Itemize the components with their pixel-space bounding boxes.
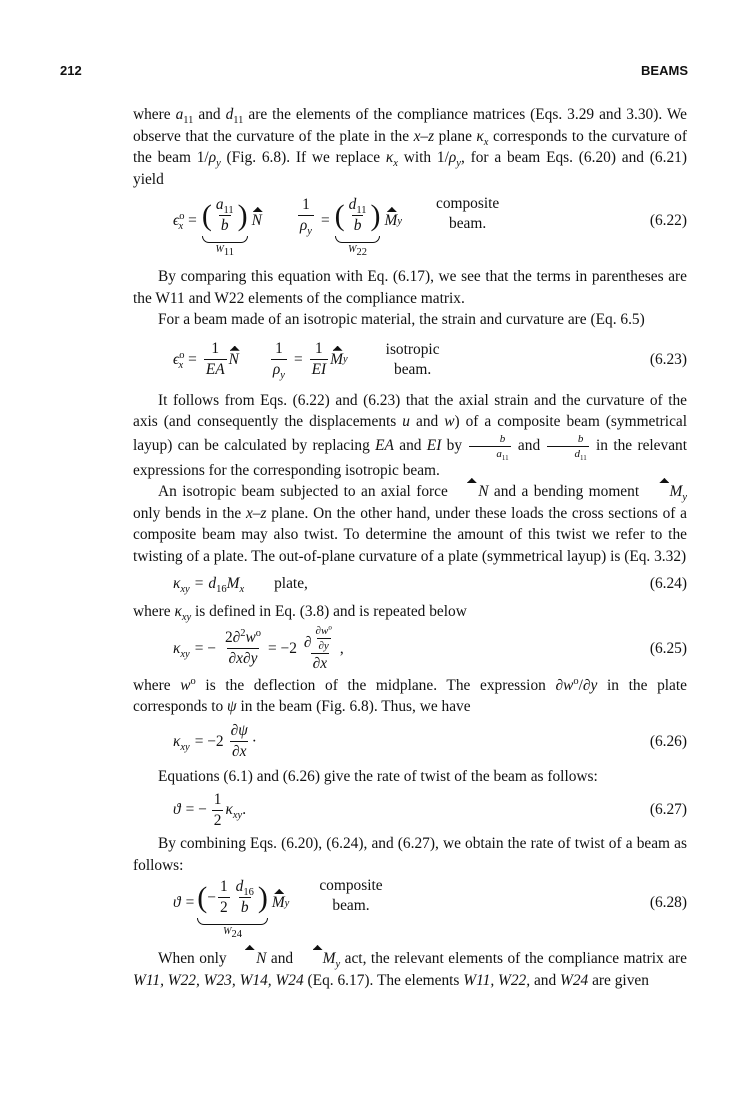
w22-brace: ( $\frac{d_{11}}{b}$ ) $W_{22}$ <box>334 196 381 258</box>
equation-number: (6.26) <box>649 732 687 750</box>
paragraph-4: It follows from Eqs. (6.22) and (6.23) that the axial strain and the curvature of the axis (and consequently the displacements u and w) of a composite beam (symmetrical layup) can be calculated by replacing EA and EI by $\frac{b}{a_{11}}$ and $\frac{b}{d_{11}}$ in the relevant expressions for the corresponding isotropic beam. <box>133 391 688 479</box>
paragraph-2: By comparing this equation with Eq. (6.17), we see that the terms in parentheses are the W11 and W22 elements of the compliance matrix. <box>133 268 687 307</box>
equation-number: (6.27) <box>649 801 687 819</box>
paragraph-10: When only N and $M_y$ act, the relevant elements of the compliance matrix are W11, W22, W23, W14, W24 (Eq. 6.17). The elements W11, W22, and W24 are given <box>133 950 688 989</box>
equation-6-26: $\kappa_{xy}$ = −2 $\frac{\partial\psi}{\partial x}$ · (6.26) <box>173 722 687 760</box>
equation-6-22: $\epsilon^o_x$ = ( $\frac{a_{11}}{b}$ ) $W_{11}$ N $\frac{1}{\rho_y}$ = ( $\frac{d_{11}}{b}$ ) $W_{22}$ M y composite beam. (6.22) <box>173 195 687 258</box>
paragraph-3: For a beam made of an isotropic material, the strain and curvature are (Eq. 6.5) <box>158 311 645 328</box>
paragraph-6: where $\kappa_{xy}$ is defined in Eq. (3.8) and is repeated below <box>133 603 467 624</box>
equation-6-24: $\kappa_{xy}$ = $d_{16}M_x$ plate, (6.24) <box>173 575 687 596</box>
page-header <box>60 63 688 83</box>
paragraph-7: where $w^o$ is the deflection of the midplane. The expression $\partial w^o/\partial y$ in the plate corresponds to ψ in the beam (Fig. 6.8). Thus, we have <box>133 675 687 715</box>
page-body <box>133 104 687 991</box>
equation-6-28: ϑ = ( − $\frac{1}{2}$ $\frac{d_{16}}{b}$ ) $W_{24}$ M y composite beam. (6.28) <box>173 877 687 940</box>
page-number: 212 <box>60 63 82 78</box>
equation-number: (6.24) <box>649 575 687 593</box>
paragraph-8: Equations (6.1) and (6.26) give the rate of twist of the beam as follows: <box>158 767 598 785</box>
w11-brace: ( $\frac{a_{11}}{b}$ ) $W_{11}$ <box>201 196 248 258</box>
equation-6-23: $\epsilon^o_x$ = $\frac{1}{EA}$ N $\frac{1}{\rho_y}$ = $\frac{1}{EI}$ M y isotropic beam. (6.23) <box>173 340 687 382</box>
equation-number: (6.23) <box>649 350 687 368</box>
equation-6-27: ϑ = − $\frac{1}{2}$ $\kappa_{xy}$ . (6.27) <box>173 790 687 829</box>
equation-number: (6.22) <box>649 212 687 229</box>
equation-6-25: $\kappa_{xy}$ = − $\frac{2\partial^2w^o}{\partial x\partial y}$ = −2 ∂ $\frac{\partial w^o}{\partial y}$ ∂x , (6.25) <box>173 622 687 672</box>
paragraph-1: where $a_{11}$ and $d_{11}$ are the elements of the compliance matrices (Eqs. 3.29 and 3.30). We observe that the curvature of the plate in the x–z plane $\kappa_x$ corresponds to the curvature of the beam $1/\rho_y$ (Fig. 6.8). If we replace $\kappa_x$ with $1/\rho_y$, for a beam Eqs. (6.20) and (6.21) yield <box>133 106 687 188</box>
equation-number: (6.28) <box>649 894 687 911</box>
paragraph-9: By combining Eqs. (6.20), (6.24), and (6.27), we obtain the rate of twist of a beam as follows: <box>133 835 687 874</box>
w24-brace: ( − $\frac{1}{2}$ $\frac{d_{16}}{b}$ ) $W_{24}$ <box>197 878 268 940</box>
paragraph-5: An isotropic beam subjected to an axial force N and a bending moment $M_y$ only bends in the x–z plane. On the other hand, under these loads the cross sections of a composite beam may also twist. To determine the amount of this twist we refer to the twisting of a plate. The out-of-plane curvature of a plate (symmetrical layup) is (Eq. 3.32) <box>133 483 687 565</box>
running-title: BEAMS <box>641 63 688 78</box>
equation-number: (6.25) <box>649 639 687 657</box>
